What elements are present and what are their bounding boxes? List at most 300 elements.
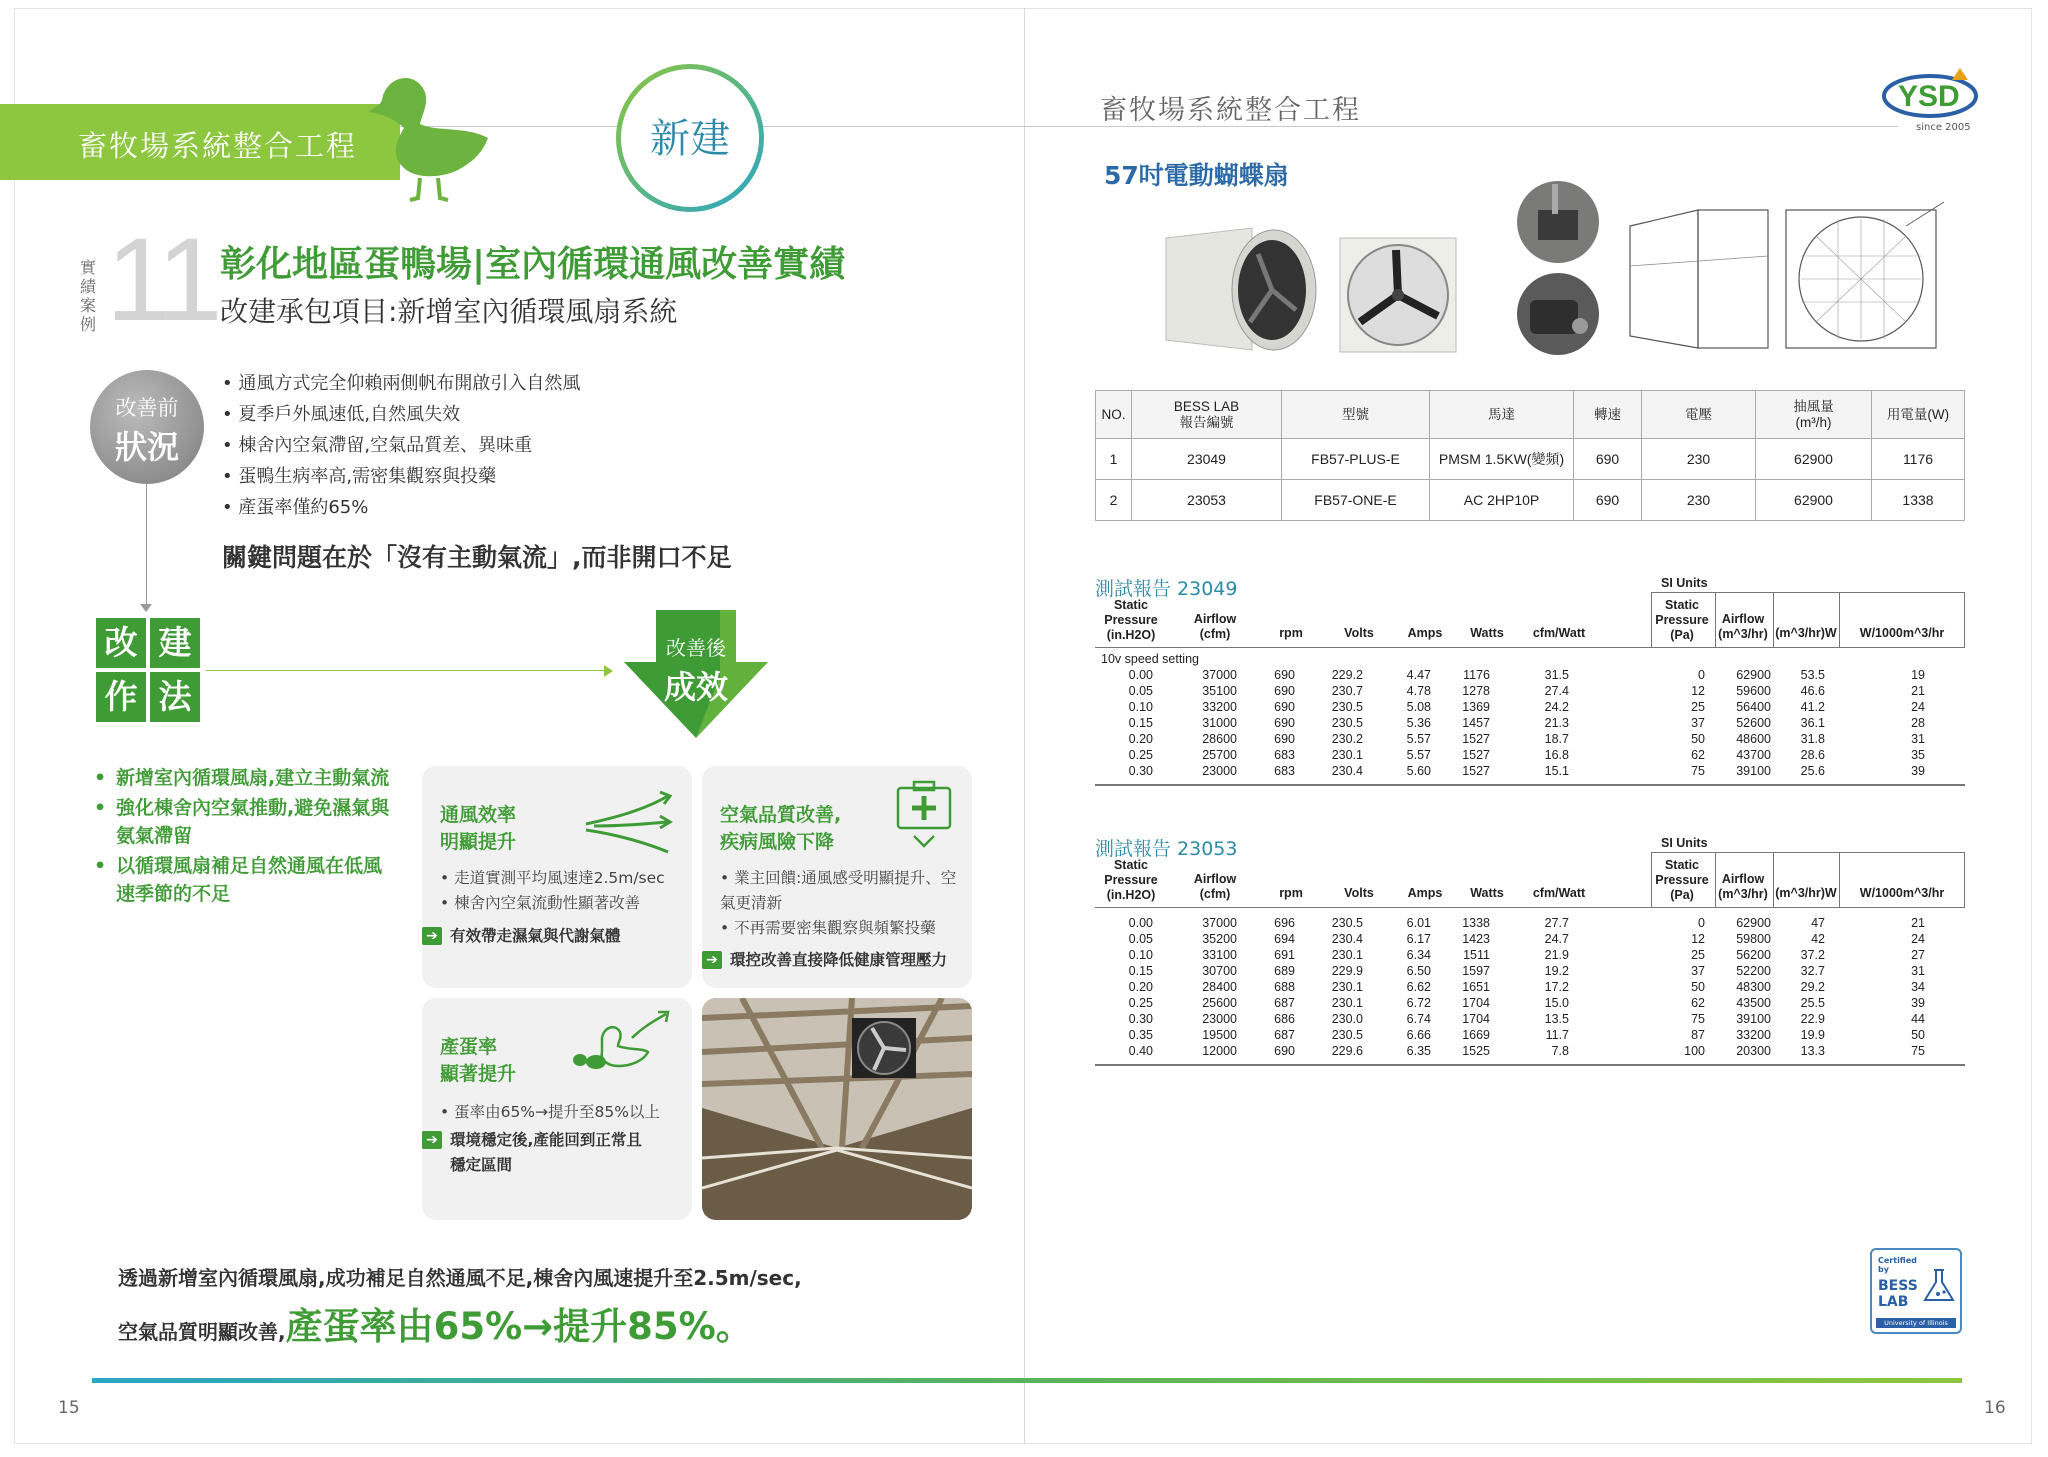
header-band-title: 畜牧場系統整合工程	[78, 129, 358, 163]
report-column-header: Airflow (cfm)	[1193, 872, 1237, 901]
card-title-line: 顯著提升	[440, 1063, 517, 1085]
table-cell: 1527	[1462, 764, 1490, 778]
table-cell: 230.4	[1331, 764, 1363, 778]
list-item: • 新增室內循環風扇,建立主動氣流	[92, 764, 392, 792]
table-row	[1095, 964, 1965, 980]
report-column-header: (m^3/hr)W	[1775, 886, 1837, 900]
after-badge-line2: 成效	[663, 668, 728, 706]
table-cell: 33200	[1736, 1028, 1771, 1042]
report-column-header: Airflow (cfm)	[1193, 612, 1237, 641]
table-cell: 75	[1911, 1044, 1925, 1058]
table-cell: 21	[1911, 916, 1925, 930]
report-column-header: (m^3/hr)W	[1775, 626, 1837, 640]
table-cell: 39	[1911, 996, 1925, 1010]
table-cell: 25600	[1202, 996, 1237, 1010]
list-item: • 走道實測平均風速達2.5m/sec	[440, 866, 665, 891]
list-item: • 強化棟舍內空氣推動,避免濕氣與氨氣滯留	[92, 794, 392, 850]
summary-highlight: 產蛋率由65%→提升85%。	[285, 1305, 753, 1348]
table-cell: 230.0	[1331, 1012, 1363, 1026]
summary-prefix: 空氣品質明顯改善,	[118, 1320, 286, 1344]
table-cell: 5.60	[1406, 764, 1431, 778]
table-header: 電壓	[1642, 391, 1756, 439]
table-cell: 47	[1811, 916, 1825, 930]
case-subtitle: 改建承包項目:新增室內循環風扇系統	[220, 295, 678, 328]
table-cell: 688	[1274, 980, 1295, 994]
list-item: • 蛋率由65%→提升至85%以上	[440, 1100, 660, 1125]
table-cell: 18.7	[1544, 732, 1569, 746]
table-row	[1095, 996, 1965, 1012]
table-cell: 22.9	[1800, 1012, 1825, 1026]
table-cell: 1704	[1462, 1012, 1490, 1026]
table-cell: 24	[1911, 932, 1925, 946]
report-column-header: Static Pressure (Pa)	[1655, 598, 1709, 642]
bess-mid-text: BESS LAB	[1878, 1278, 1918, 1310]
table-cell: 1278	[1462, 684, 1490, 698]
table-cell: 59600	[1736, 684, 1771, 698]
table-cell: 1525	[1462, 1044, 1490, 1058]
table-cell: 56400	[1736, 700, 1771, 714]
table-cell: 75	[1691, 764, 1705, 778]
table-cell: 37.2	[1800, 948, 1825, 962]
new-build-badge	[616, 64, 764, 212]
table-cell: 35100	[1202, 684, 1237, 698]
column-divider	[1773, 852, 1774, 908]
table-cell: 6.17	[1406, 932, 1431, 946]
table-row	[1096, 439, 1965, 480]
table-cell: 35200	[1202, 932, 1237, 946]
flask-icon	[1922, 1268, 1956, 1304]
table-header: 用電量(W)	[1872, 391, 1965, 439]
key-issue: 關鍵問題在於「沒有主動氣流」,而非開口不足	[222, 543, 732, 572]
table-cell: 0.05	[1128, 684, 1153, 698]
summary-line2	[118, 1296, 753, 1350]
card-title	[440, 802, 516, 856]
table-cell: 48600	[1736, 732, 1771, 746]
report-column-header: Watts	[1470, 886, 1504, 900]
table-cell: 28600	[1202, 732, 1237, 746]
table-cell: 31	[1911, 964, 1925, 978]
table-cell: 36.1	[1800, 716, 1825, 730]
table-row	[1095, 932, 1965, 948]
table-cell: 0.30	[1128, 764, 1153, 778]
table-cell: 230.2	[1331, 732, 1363, 746]
table-cell: 23000	[1202, 764, 1237, 778]
table-cell: 50	[1691, 980, 1705, 994]
card-title-line: 明顯提升	[440, 831, 517, 853]
report-column-header: cfm/Watt	[1532, 626, 1586, 640]
report-column-header: W/1000m^3/hr	[1859, 886, 1945, 900]
table-header: NO.	[1096, 391, 1132, 439]
table-cell: 5.08	[1406, 700, 1431, 714]
table-cell: 12	[1691, 684, 1705, 698]
table-cell: 15.1	[1544, 764, 1569, 778]
report-column-header: Airflow (m^3/hr)	[1718, 872, 1768, 901]
arrow-right-icon: ➔	[702, 951, 722, 969]
list-item: • 業主回饋:通風感受明顯提升、空氣更清新	[720, 866, 960, 916]
fan-side-photo	[1162, 224, 1322, 354]
si-units-label: SI Units	[1661, 576, 1708, 590]
table-cell: 42	[1811, 932, 1825, 946]
si-units-label: SI Units	[1661, 836, 1708, 850]
card-title-line: 產蛋率	[440, 1036, 498, 1058]
table-cell: 690	[1274, 668, 1295, 682]
duck-eggs-icon	[572, 1008, 672, 1078]
table-cell: 52200	[1736, 964, 1771, 978]
table-header: BESS LAB 報告編號	[1132, 391, 1282, 439]
table-cell: 62900	[1736, 916, 1771, 930]
table-cell: 0.20	[1128, 732, 1153, 746]
table-cell: 694	[1274, 932, 1295, 946]
report-column-header: Watts	[1470, 626, 1504, 640]
table-header: 抽風量 (m³/h)	[1756, 391, 1872, 439]
table-row	[1095, 684, 1965, 700]
card-title-line: 通風效率	[440, 804, 517, 826]
page-number-left: 15	[58, 1398, 80, 1418]
arrow-right-icon: ➔	[422, 1131, 442, 1149]
fan-front-photo	[1338, 236, 1458, 354]
table-cell: 11.7	[1545, 1028, 1569, 1042]
table-cell: 25	[1691, 700, 1705, 714]
table-cell: 687	[1274, 996, 1295, 1010]
card-list	[440, 866, 665, 916]
after-badge	[622, 610, 770, 740]
table-cell: 0.10	[1128, 700, 1153, 714]
table-cell: 690	[1274, 684, 1295, 698]
table-cell: 1457	[1462, 716, 1490, 730]
table-row	[1095, 700, 1965, 716]
ysd-logo-text: YSD	[1898, 80, 1960, 113]
table-cell: 2	[1096, 480, 1132, 521]
column-divider	[1839, 852, 1840, 908]
table-cell: 230.5	[1331, 916, 1363, 930]
table-cell: 1651	[1462, 980, 1490, 994]
report-column-header: Airflow (m^3/hr)	[1718, 612, 1768, 641]
fan-drawing	[1626, 196, 1956, 356]
arrow-right-icon	[604, 665, 613, 677]
ysd-logo	[1880, 62, 1990, 132]
table-cell: 1597	[1462, 964, 1490, 978]
table-cell: 0.05	[1128, 932, 1153, 946]
before-badge-line2: 狀況	[114, 428, 179, 466]
table-cell: 52600	[1736, 716, 1771, 730]
table-cell: 33200	[1202, 700, 1237, 714]
method-char: 作	[96, 672, 146, 722]
card-conclusion	[422, 924, 621, 949]
table-row	[1095, 948, 1965, 964]
table-cell: 37000	[1202, 668, 1237, 682]
table-cell: 24.7	[1544, 932, 1569, 946]
method-badge	[96, 618, 202, 722]
table-cell: 13.5	[1544, 1012, 1569, 1026]
table-cell: 0.10	[1128, 948, 1153, 962]
table-cell: 13.3	[1800, 1044, 1825, 1058]
table-cell: 0	[1698, 916, 1705, 930]
table-cell: 23000	[1202, 1012, 1237, 1026]
table-cell: 48300	[1736, 980, 1771, 994]
table-cell: 690	[1274, 716, 1295, 730]
report-title: 測試報告 23049	[1095, 578, 1238, 600]
table-cell: 46.6	[1800, 684, 1825, 698]
table-cell: 37	[1691, 964, 1705, 978]
table-row	[1095, 1044, 1965, 1060]
new-build-label: 新建	[650, 116, 730, 162]
table-cell: 683	[1274, 764, 1295, 778]
table-cell: 35	[1911, 748, 1925, 762]
report-column-header: Amps	[1407, 886, 1443, 900]
table-cell: 230.1	[1331, 948, 1363, 962]
card-conclusion-text: 穩定區間	[450, 1156, 513, 1174]
table-header: 轉速	[1574, 391, 1642, 439]
table-cell: 1669	[1462, 1028, 1490, 1042]
table-cell: 230.5	[1331, 716, 1363, 730]
list-item: • 以循環風扇補足自然通風在低風速季節的不足	[92, 852, 392, 908]
table-cell: 75	[1691, 1012, 1705, 1026]
connector-line	[146, 484, 147, 608]
table-cell: 50	[1691, 732, 1705, 746]
table-cell: 696	[1274, 916, 1295, 930]
measure-list	[92, 764, 392, 910]
table-cell: 12000	[1202, 1044, 1237, 1058]
card-conclusion	[422, 1128, 642, 1178]
table-cell: 87	[1691, 1028, 1705, 1042]
card-title	[440, 1034, 516, 1088]
report-column-header: W/1000m^3/hr	[1859, 626, 1945, 640]
before-list	[222, 368, 580, 523]
table-cell: 39100	[1736, 1012, 1771, 1026]
table-cell: 230.7	[1331, 684, 1363, 698]
card-list	[720, 866, 960, 941]
table-cell: 1704	[1462, 996, 1490, 1010]
table-cell: 0.35	[1128, 1028, 1153, 1042]
card-title-line: 疾病風險下降	[720, 831, 835, 853]
table-cell: PMSM 1.5KW(變頻)	[1430, 439, 1574, 480]
method-char: 法	[150, 672, 200, 722]
table-cell: 683	[1274, 748, 1295, 762]
table-cell: 687	[1274, 1028, 1295, 1042]
table-cell: 43500	[1736, 996, 1771, 1010]
table-cell: 0.25	[1128, 748, 1153, 762]
table-cell: 1338	[1462, 916, 1490, 930]
table-cell: 31000	[1202, 716, 1237, 730]
card-list	[440, 1100, 660, 1125]
column-divider	[1839, 592, 1840, 648]
report-column-header: Static Pressure (Pa)	[1655, 858, 1709, 902]
table-cell: 4.78	[1406, 684, 1431, 698]
bess-bottom-text: University of Illinois	[1876, 1318, 1956, 1328]
table-header: 型號	[1282, 391, 1430, 439]
table-cell: 229.6	[1331, 1044, 1363, 1058]
air-quality-card	[702, 766, 972, 988]
table-cell: 6.72	[1406, 996, 1431, 1010]
barn-fan-photo	[702, 998, 972, 1220]
before-badge-line1: 改善前	[115, 396, 179, 420]
table-cell: 686	[1274, 1012, 1295, 1026]
table-cell: 1527	[1462, 748, 1490, 762]
list-item: • 產蛋率僅約65%	[222, 492, 580, 523]
table-cell: 62900	[1736, 668, 1771, 682]
table-cell: 16.8	[1544, 748, 1569, 762]
case-title: 彰化地區蛋鴨場|室內循環通風改善實績	[220, 244, 846, 285]
list-item: • 棟舍內空氣滯留,空氣品質差、異味重	[222, 430, 580, 461]
table-row	[1095, 916, 1965, 932]
table-cell: 230.1	[1331, 996, 1363, 1010]
report-column-header: rpm	[1279, 886, 1303, 900]
motor-photo-top	[1516, 180, 1600, 264]
table-cell: 50	[1911, 1028, 1925, 1042]
table-cell: 21.9	[1544, 948, 1569, 962]
table-row	[1095, 732, 1965, 748]
table-cell: 43700	[1736, 748, 1771, 762]
report-column-header: rpm	[1279, 626, 1303, 640]
table-cell: 1369	[1462, 700, 1490, 714]
table-cell: 28	[1911, 716, 1925, 730]
report-column-header: Amps	[1407, 626, 1443, 640]
table-cell: 6.50	[1406, 964, 1431, 978]
table-cell: 37000	[1202, 916, 1237, 930]
table-cell: FB57-PLUS-E	[1282, 439, 1430, 480]
table-cell: 62900	[1756, 480, 1872, 521]
table-cell: 229.2	[1331, 668, 1363, 682]
method-char: 改	[96, 618, 146, 668]
table-cell: 690	[1274, 732, 1295, 746]
table-cell: 5.57	[1406, 732, 1431, 746]
table-cell: 0.40	[1128, 1044, 1153, 1058]
table-cell: 230	[1642, 439, 1756, 480]
table-cell: 6.35	[1406, 1044, 1431, 1058]
duck-icon	[362, 62, 504, 202]
arrow-down-icon	[140, 604, 152, 612]
table-cell: 28400	[1202, 980, 1237, 994]
header-divider	[1028, 126, 1898, 127]
table-cell: 6.34	[1406, 948, 1431, 962]
bess-lab-certification-logo	[1870, 1248, 1962, 1334]
table-cell: 1527	[1462, 732, 1490, 746]
table-cell: 62900	[1756, 439, 1872, 480]
table-cell: 4.47	[1406, 668, 1431, 682]
table-row	[1095, 1012, 1965, 1028]
table-cell: 25.6	[1800, 764, 1825, 778]
table-row	[1095, 764, 1965, 780]
table-cell: 5.57	[1406, 748, 1431, 762]
bottom-rule	[92, 1378, 1962, 1383]
table-cell: 230.1	[1331, 980, 1363, 994]
table-row	[1095, 716, 1965, 732]
list-item: • 不再需要密集觀察與頻繁投藥	[720, 916, 960, 941]
table-cell: 1338	[1872, 480, 1965, 521]
report-column-header: Volts	[1344, 886, 1374, 900]
table-cell: 56200	[1736, 948, 1771, 962]
table-row	[1095, 668, 1965, 684]
case-label: 實績案例	[80, 258, 97, 334]
report-body	[1095, 908, 1965, 1066]
report-body	[1095, 648, 1965, 786]
table-cell: 1423	[1462, 932, 1490, 946]
report-column-header: Static Pressure (in.H2O)	[1104, 598, 1158, 642]
airflow-card	[422, 766, 692, 988]
report-title: 測試報告 23053	[1095, 838, 1238, 860]
table-cell: 690	[1274, 1044, 1295, 1058]
table-cell: 37	[1691, 716, 1705, 730]
product-title: 57吋電動蝴蝶扇	[1104, 161, 1289, 190]
column-divider	[1773, 592, 1774, 648]
card-conclusion-text: 環境穩定後,產能回到正常且	[450, 1131, 642, 1149]
ysd-logo-icon	[1880, 62, 1980, 122]
table-cell: 6.62	[1406, 980, 1431, 994]
arrow-right-icon: ➔	[422, 927, 442, 945]
table-cell: 230	[1642, 480, 1756, 521]
table-cell: 21	[1911, 684, 1925, 698]
table-row	[1096, 480, 1965, 521]
table-cell: 0.15	[1128, 964, 1153, 978]
table-cell: FB57-ONE-E	[1282, 480, 1430, 521]
table-cell: 1	[1096, 439, 1132, 480]
list-item: • 夏季戶外風速低,自然風失效	[222, 399, 580, 430]
egg-rate-card	[422, 998, 692, 1220]
table-cell: 44	[1911, 1012, 1925, 1026]
table-cell: 19.9	[1800, 1028, 1825, 1042]
table-cell: 39100	[1736, 764, 1771, 778]
page-spine	[1024, 8, 1025, 1444]
after-badge-line1: 改善後	[666, 636, 726, 660]
before-badge	[90, 370, 204, 484]
table-cell: 23053	[1132, 480, 1282, 521]
table-cell: 230.5	[1331, 700, 1363, 714]
table-cell: 230.4	[1331, 932, 1363, 946]
table-cell: 31.5	[1544, 668, 1569, 682]
airflow-icon	[584, 788, 674, 858]
table-cell: 23049	[1132, 439, 1282, 480]
logo-since: since 2005	[1916, 122, 1971, 133]
right-header-title: 畜牧場系統整合工程	[1100, 95, 1361, 126]
table-cell: 62	[1691, 748, 1705, 762]
table-cell: 33100	[1202, 948, 1237, 962]
table-cell: 0.25	[1128, 996, 1153, 1010]
header-band	[0, 104, 400, 180]
table-header: 馬達	[1430, 391, 1574, 439]
table-cell: 28.6	[1800, 748, 1825, 762]
card-conclusion	[702, 948, 947, 973]
table-cell: 6.66	[1406, 1028, 1431, 1042]
table-cell: 1176	[1463, 668, 1490, 682]
table-cell: 690	[1574, 439, 1642, 480]
table-cell: 229.9	[1331, 964, 1363, 978]
table-cell: 39	[1911, 764, 1925, 778]
list-item: • 蛋鴨生病率高,需密集觀察與投藥	[222, 461, 580, 492]
card-conclusion-text: 環控改善直接降低健康管理壓力	[730, 951, 948, 969]
table-cell: 0.00	[1128, 916, 1153, 930]
table-cell: 21.3	[1544, 716, 1569, 730]
report-note: 10v speed setting	[1101, 652, 1199, 666]
bess-top-text: Certified by	[1878, 1256, 1917, 1274]
table-cell: 31.8	[1800, 732, 1825, 746]
table-cell: 32.7	[1800, 964, 1825, 978]
table-cell: 230.5	[1331, 1028, 1363, 1042]
table-cell: 690	[1274, 700, 1295, 714]
table-cell: 0	[1698, 668, 1705, 682]
report-column-header: Static Pressure (in.H2O)	[1104, 858, 1158, 902]
connector-line	[206, 670, 610, 671]
table-cell: 1176	[1872, 439, 1965, 480]
table-cell: 19	[1911, 668, 1925, 682]
report-column-header: Volts	[1344, 626, 1374, 640]
table-cell: 34	[1911, 980, 1925, 994]
table-cell: 20300	[1736, 1044, 1771, 1058]
table-cell: 27	[1911, 948, 1925, 962]
table-cell: 5.36	[1406, 716, 1431, 730]
table-cell: 690	[1574, 480, 1642, 521]
card-title	[720, 802, 841, 856]
table-cell: 19500	[1202, 1028, 1237, 1042]
